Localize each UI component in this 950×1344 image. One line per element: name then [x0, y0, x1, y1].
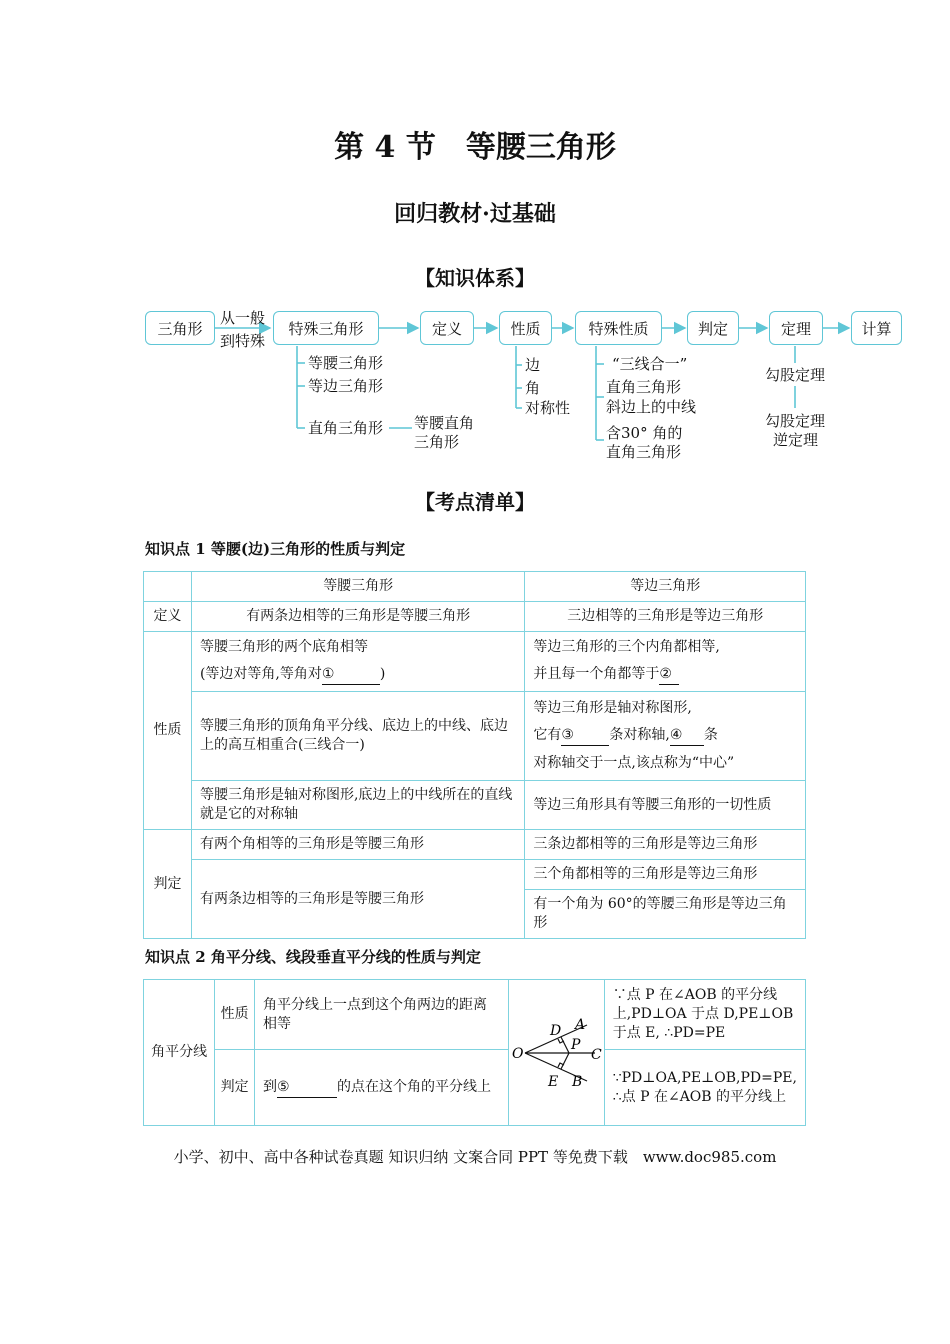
prop1-isosceles: [191, 632, 524, 692]
prop2-equi-line-c: 对称轴交于一点,该点称为“中心”: [533, 755, 735, 771]
prop2-equilateral: [525, 692, 806, 781]
prop2-equi-b-post: 条: [703, 727, 718, 743]
prop2-equi-line-a: 等边三角形是轴对称图形,: [533, 700, 692, 716]
section1-heading: 知识点 1 等腰(边)三角形的性质与判定: [145, 540, 406, 558]
judge2-equilateral: 三个角都相等的三角形是等边三角形: [525, 860, 806, 890]
blank-3-number: ③: [561, 727, 574, 743]
prop2-equi-b-pre: 它有: [533, 727, 562, 743]
table-corner: [144, 572, 192, 602]
label-E: E: [547, 1073, 558, 1090]
section2-table: [143, 979, 806, 1126]
branch-right: 直角三角形: [308, 419, 384, 437]
knowledge-heading: 【知识体系】: [415, 266, 535, 290]
bisector-judgement: [255, 1050, 509, 1126]
row-label-definition: 定义: [144, 602, 192, 632]
branch-equilateral: 等边三角形: [308, 377, 384, 395]
page-title: 第 4 节 等腰三角形: [334, 130, 616, 165]
prop2-equi-line-b: [533, 726, 797, 746]
node-special-property: 特殊性质: [575, 311, 662, 345]
blank-2[interactable]: [659, 665, 679, 685]
branch-iso-right-1: 等腰直角: [414, 414, 475, 432]
special-right-median-1: 直角三角形: [606, 378, 682, 396]
prop2-equi-b-mid: 条对称轴,: [609, 727, 670, 743]
node-property: 性质: [499, 311, 552, 345]
label-A: A: [574, 1016, 585, 1033]
bisector-property: 角平分线上一点到这个角两边的距离相等: [255, 980, 509, 1050]
blank-2-number: ②: [659, 666, 672, 682]
prop3-isosceles: 等腰三角形是轴对称图形,底边上的中线所在的直线就是它的对称轴: [191, 781, 524, 830]
label-C: C: [590, 1046, 602, 1063]
bisector-judgement-symbolic: ∵PD⊥OA,PE⊥OB,PD=PE, ∴点 P 在∠AOB 的平分线上: [604, 1050, 805, 1126]
blank-5[interactable]: [277, 1078, 337, 1098]
prop-side: 边: [525, 356, 541, 374]
header-equilateral: 等边三角形: [525, 572, 806, 602]
prop1-iso-b-post: ): [379, 666, 386, 682]
special-angle30-2: 直角三角形: [606, 443, 682, 461]
judge2-isosceles: 有两条边相等的三角形是等腰三角形: [191, 860, 524, 939]
bisector-figure-cell: [508, 980, 604, 1126]
sub-label-judgement: 判定: [215, 1050, 255, 1126]
special-right-median-2: 斜边上的中线: [606, 398, 697, 416]
prop3-equilateral: 等边三角形具有等腰三角形的一切性质: [525, 781, 806, 830]
row-label-property: 性质: [144, 632, 192, 830]
node-theorem: 定理: [769, 311, 823, 345]
prop-angle: 角: [525, 379, 541, 397]
def-equilateral: 三边相等的三角形是等边三角形: [525, 602, 806, 632]
prop1-equi-line-a: 等边三角形的三个内角都相等,: [533, 639, 720, 655]
node-triangle: 三角形: [145, 311, 215, 345]
theorem-converse-2: 逆定理: [773, 431, 819, 449]
section2-heading: 知识点 2 角平分线、线段垂直平分线的性质与判定: [145, 948, 481, 966]
branch-isosceles: 等腰三角形: [308, 354, 384, 372]
blank-4[interactable]: [670, 726, 704, 746]
judge-post: 的点在这个角的平分线上: [337, 1078, 492, 1095]
blank-4-number: ④: [669, 727, 683, 743]
branch-iso-right-2: 三角形: [414, 433, 460, 451]
judge3-equilateral: 有一个角为 60°的等腰三角形是等边三角形: [525, 890, 806, 939]
node-definition: 定义: [420, 311, 474, 345]
node-calc: 计算: [851, 311, 902, 345]
prop1-iso-line-b: [200, 665, 516, 685]
theorem-converse-1: 勾股定理: [765, 412, 826, 430]
label-D: D: [549, 1022, 561, 1039]
label-O: O: [511, 1045, 524, 1062]
section1-table: [143, 571, 806, 939]
prop2-isosceles: 等腰三角形的顶角角平分线、底边上的中线、底边上的高互相重合(三线合一): [191, 692, 524, 781]
blank-1[interactable]: [322, 665, 380, 685]
sub-label-property: 性质: [215, 980, 255, 1050]
prop1-equi-b-pre: 并且每一个角都等于: [533, 666, 660, 682]
blank-5-number: ⑤: [277, 1078, 290, 1095]
blank-1-number: ①: [321, 666, 335, 682]
prop1-iso-line-a: 等腰三角形的两个底角相等: [199, 639, 368, 655]
page-footer: 小学、初中、高中各种试卷真题 知识归纳 文案合同 PPT 等免费下载 www.doc985.com: [173, 1148, 777, 1166]
special-angle30-1: 含30° 角的: [606, 424, 683, 442]
def-isosceles: 有两条边相等的三角形是等腰三角形: [191, 602, 524, 632]
header-isosceles: 等腰三角形: [191, 572, 524, 602]
theorem-pythagoras: 勾股定理: [765, 366, 826, 384]
page-subtitle: 回归教材·过基础: [394, 201, 556, 227]
checklist-heading: 【考点清单】: [415, 490, 535, 514]
bisector-property-symbolic: ∵点 P 在∠AOB 的平分线上,PD⊥OA 于点 D,PE⊥OB 于点 E, ∴PD=PE: [604, 980, 805, 1050]
row-label-angle-bisector: 角平分线: [144, 980, 215, 1126]
prop1-equilateral: [525, 632, 806, 692]
special-three-in-one: “三线合一”: [612, 355, 688, 373]
node-judgement: 判定: [687, 311, 739, 345]
prop-symmetry: 对称性: [525, 399, 571, 417]
prop1-iso-b-pre: (等边对等角,等角对: [199, 666, 322, 682]
judge1-equilateral: 三条边都相等的三角形是等边三角形: [525, 830, 806, 860]
judge1-isosceles: 有两个角相等的三角形是等腰三角形: [191, 830, 524, 860]
label-P: P: [570, 1036, 581, 1053]
label-B: B: [571, 1073, 583, 1090]
row-label-judgement: 判定: [144, 830, 192, 939]
judge-pre: 到: [263, 1078, 278, 1095]
angle-bisector-figure: [509, 983, 604, 1123]
from-general-label: 从一般: [220, 309, 266, 327]
blank-3[interactable]: [561, 726, 609, 746]
prop1-equi-line-b: [533, 665, 797, 685]
to-special-label: 到特殊: [220, 332, 266, 350]
node-special-triangle: 特殊三角形: [273, 311, 379, 345]
